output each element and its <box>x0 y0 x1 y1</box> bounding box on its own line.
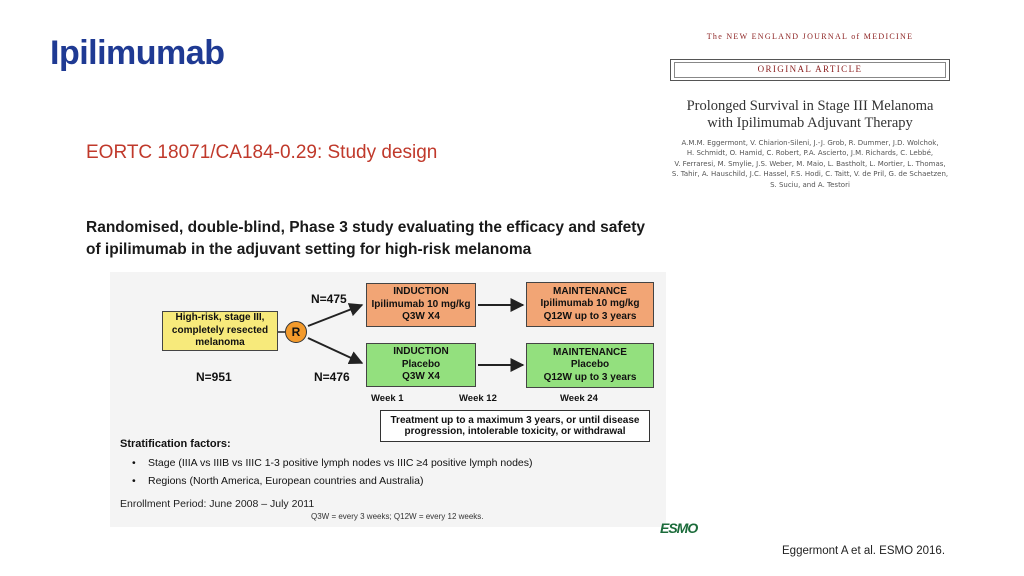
stratification-item <box>132 457 533 469</box>
treatment-duration-note <box>380 410 650 442</box>
week-label: Week 1 <box>371 393 404 404</box>
patient-population-box <box>162 311 278 351</box>
box-line: MAINTENANCE <box>553 285 627 297</box>
article-title-line: Prolonged Survival in Stage III Melanoma <box>686 98 934 114</box>
randomisation-node: R <box>285 321 307 343</box>
box-line: Q12W up to 3 years <box>543 310 637 322</box>
randomise-to-ipilimumab-arrow <box>308 305 362 326</box>
placebo-arm-n-label: N=476 <box>314 370 350 384</box>
note-line: Treatment up to a maximum 3 years, or until disease <box>390 414 640 426</box>
box-line: INDUCTION <box>393 346 449 358</box>
stratification-item <box>132 475 423 487</box>
citation: Eggermont A et al. ESMO 2016. <box>782 545 946 557</box>
ipilimumab-induction-box <box>366 283 476 327</box>
esmo-logo: ESMO <box>660 520 698 536</box>
patient-line: High-risk, stage III, <box>175 312 265 324</box>
note-line: progression, intolerable toxicity, or withdrawal <box>404 426 626 437</box>
box-line: INDUCTION <box>393 286 449 298</box>
author-line: H. Schmidt, O. Hamid, C. Robert, P.A. Ascierto, J.M. Richards, C. Lebbé, <box>686 149 934 158</box>
patient-line: completely resected <box>171 324 269 336</box>
article-title-line: with Ipilimumab Adjuvant Therapy <box>707 115 913 131</box>
box-line: MAINTENANCE <box>553 346 627 358</box>
box-line: Ipilimumab 10 mg/kg <box>540 298 640 310</box>
author-line: S. Suciu, and A. Testori <box>770 180 850 189</box>
ipilimumab-arm-n-label: N=475 <box>311 292 347 306</box>
bullet: • <box>132 475 136 487</box>
box-line: Q12W up to 3 years <box>543 371 637 383</box>
study-description: Randomised, double-blind, Phase 3 study evaluating the efficacy and safety of ipilimumab in the adjuvant setting for high-risk melanoma <box>86 219 645 258</box>
box-line: Placebo <box>570 359 610 371</box>
week-label: Week 24 <box>560 393 598 404</box>
bullet: • <box>132 457 136 469</box>
enrollment-period: Enrollment Period: June 2008 – July 2011 <box>120 498 315 510</box>
slide-title: Ipilimumab <box>50 34 225 72</box>
journal-masthead: The NEW ENGLAND JOURNAL of MEDICINE <box>706 32 914 41</box>
patient-line: melanoma <box>195 337 245 349</box>
author-line: S. Tahir, A. Hauschild, J.C. Hassel, F.S. Hodi, C. Taitt, V. de Pril, G. de Schaetzen, <box>671 170 949 179</box>
placebo-maintenance-box <box>526 343 654 388</box>
stratification-text: Stage (IIIA vs IIIB vs IIIC 1-3 positive lymph nodes vs IIIC ≥4 positive lymph nodes) <box>148 457 533 469</box>
stratification-text: Regions (North America, European countries and Australia) <box>148 475 424 487</box>
week-label: Week 12 <box>459 393 497 404</box>
stratification-title: Stratification factors: <box>120 438 231 450</box>
box-line: Placebo <box>401 358 441 370</box>
journal-section-label: ORIGINAL ARTICLE <box>757 64 863 74</box>
total-n-label: N=951 <box>196 370 232 384</box>
study-title: EORTC 18071/CA184-0.29: Study design <box>86 142 438 163</box>
box-line: Ipilimumab 10 mg/kg <box>371 298 471 310</box>
abbreviation-footnote: Q3W = every 3 weeks; Q12W = every 12 weeks. <box>311 512 484 521</box>
placebo-induction-box <box>366 343 476 387</box>
author-line: V. Ferraresi, M. Smylie, J.S. Weber, M. Maio, L. Bastholt, L. Mortier, L. Thomas, <box>674 159 946 168</box>
ipilimumab-maintenance-box <box>526 282 654 327</box>
author-line: A.M.M. Eggermont, V. Chiarion-Sileni, J.-J. Grob, R. Dummer, J.D. Wolchok, <box>681 139 939 147</box>
randomise-to-placebo-arrow <box>308 338 362 363</box>
box-line: Q3W X4 <box>402 311 440 323</box>
box-line: Q3W X4 <box>402 371 440 383</box>
